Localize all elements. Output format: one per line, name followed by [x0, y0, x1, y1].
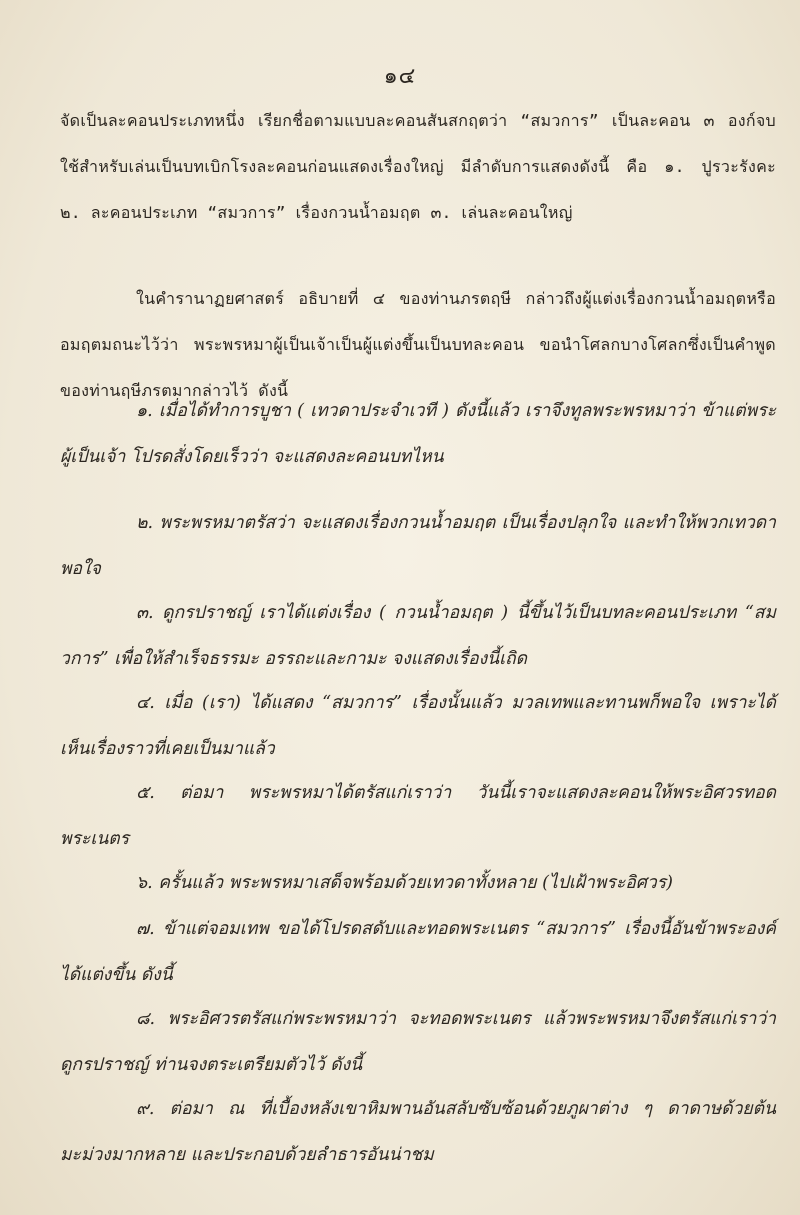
page-number: ๑๔ — [383, 64, 417, 89]
verse-8: ๘. พระอิศวรตรัสแก่พระพรหมาว่า จะทอดพระเนตร แล้วพระพรหมาจึงตรัสแก่เราว่า ดูกรปราชญ์ ท่านจงตระเตรียมตัวไว้ ดังนี้ — [60, 1009, 776, 1075]
verse-4: ๔. เมื่อ (เรา) ได้แสดง “สมวการ” เรื่องนั้นแล้ว มวลเทพและทานพก็พอใจ เพราะได้เห็นเรื่องราวที่เคยเป็นมาแล้ว — [60, 693, 776, 759]
verse-9: ๙. ต่อมา ณ ที่เบื้องหลังเขาหิมพานอันสลับซับซ้อนด้วยภูผาต่าง ๆ ดาดาษด้วยต้นมะม่วงมากหลาย และประกอบด้วยลำธารอันน่าชม — [60, 1099, 776, 1165]
verse-5: ๕. ต่อมา พระพรหมาได้ตรัสแก่เราว่า วันนี้เราจะแสดงละคอนให้พระอิศวรทอดพระเนตร — [60, 783, 776, 849]
verse-1: ๑. เมื่อได้ทำการบูชา ( เทวดาประจำเวที ) ดังนี้แล้ว เราจึงทูลพระพรหมาว่า ข้าแต่พระผู้เป็นเจ้า โปรดสั่งโดยเร็วว่า จะแสดงละคอนบทไหน — [60, 401, 776, 467]
intro-paragraph: จัดเป็นละคอนประเภทหนึ่ง เรียกชื่อตามแบบละคอนสันสกฤตว่า “สมวการ” เป็นละคอน ๓ องก์จบ ใช้สำหรับเล่นเป็นบทเบิกโรงละคอนก่อนแสดงเรื่องใหญ่ มีลำดับการแสดงดังนี้ คือ ๑. ปูรวะรังคะ ๒. ละคอนประเภท “สมวการ” เรื่องกวนน้ำอมฤต ๓. เล่นละคอนใหญ่ — [60, 111, 776, 222]
verse-3: ๓. ดูกรปราชญ์ เราได้แต่งเรื่อง ( กวนน้ำอมฤต ) นี้ขึ้นไว้เป็นบทละคอนประเภท “สมวการ” เพื่อให้สำเร็จธรรมะ อรรถะและกามะ จงแสดงเรื่องนี้เถิด — [60, 603, 776, 669]
verse-7: ๗. ข้าแต่จอมเทพ ขอได้โปรดสดับและทอดพระเนตร “สมวการ” เรื่องนี้อันข้าพระองค์ได้แต่งขึ้น ดังนี้ — [60, 919, 776, 985]
verse-6: ๖. ครั้นแล้ว พระพรหมาเสด็จพร้อมด้วยเทวดาทั้งหลาย (ไปเฝ้าพระอิศวร) — [136, 873, 673, 893]
natya-shastra-paragraph: ในคำรานาฏยศาสตร์ อธิบายที่ ๔ ของท่านภรตฤษี กล่าวถึงผู้แต่งเรื่องกวนน้ำอมฤตหรืออมฤตมถนะไว้ว่า พระพรหมาผู้เป็นเจ้าเป็นผู้แต่งขึ้นเป็นบทละคอน ขอนำโศลกบางโศลกซึ่งเป็นคำพูดของท่านฤษีภรตมากล่าวไว้ ดังนี้ — [60, 289, 776, 400]
verse-2: ๒. พระพรหมาตรัสว่า จะแสดงเรื่องกวนน้ำอมฤต เป็นเรื่องปลุกใจ และทำให้พวกเทวดาพอใจ — [60, 513, 776, 579]
